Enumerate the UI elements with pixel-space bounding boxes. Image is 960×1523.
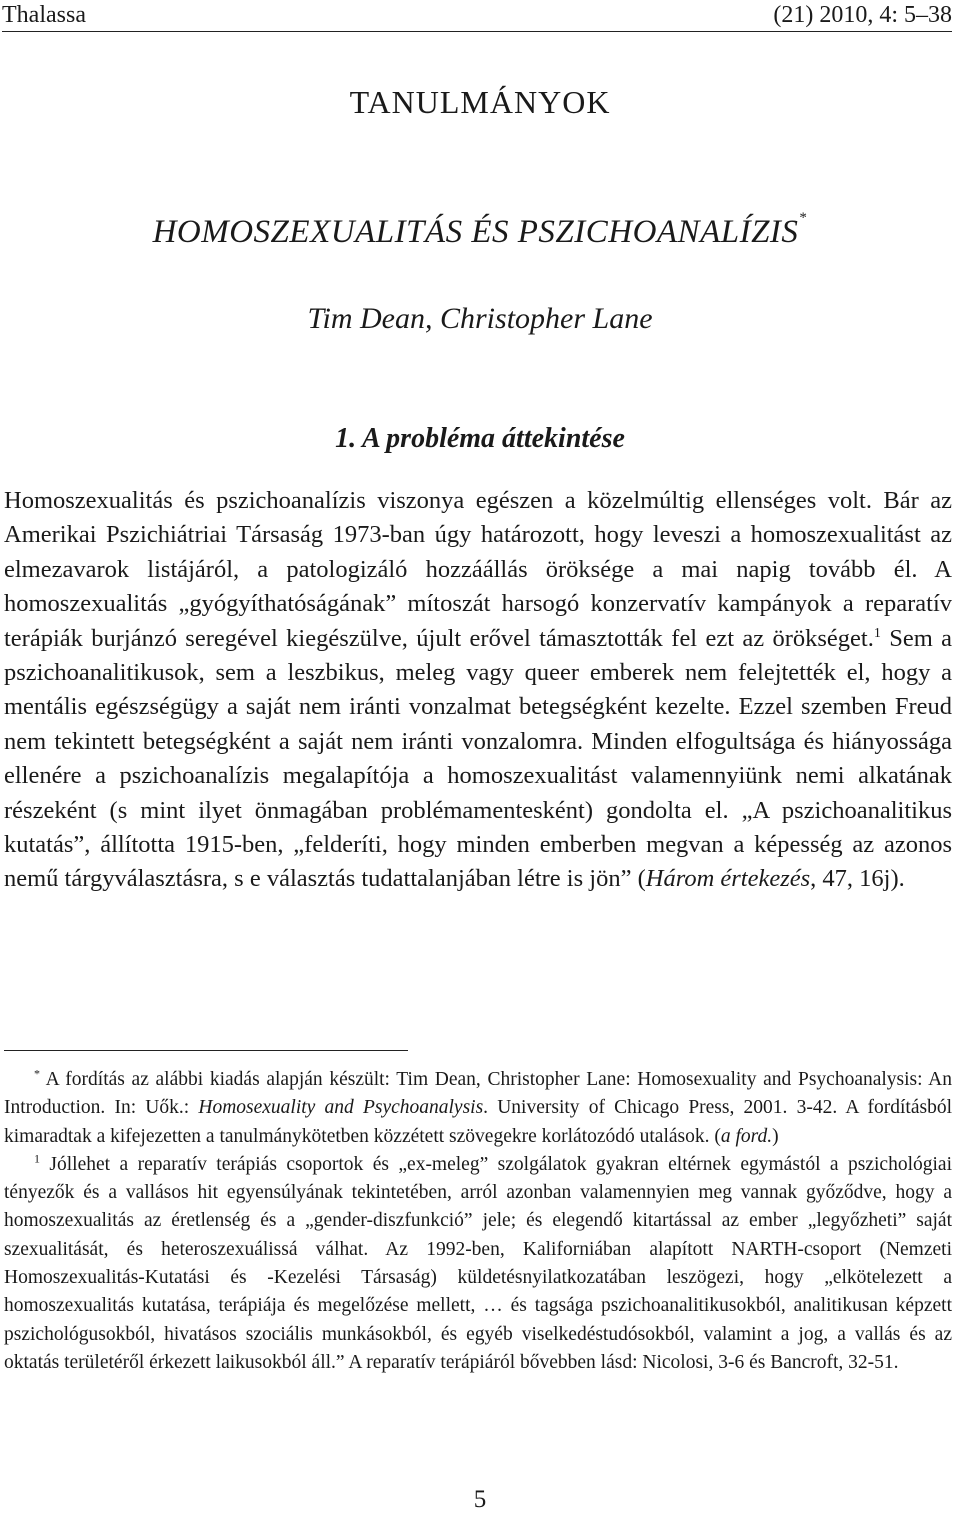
footnote-star-mark: * [34, 1066, 40, 1081]
cited-work-title: Három értekezés [645, 865, 811, 893]
footnote-star [4, 1066, 952, 1151]
footnote-divider [4, 1050, 408, 1051]
body-paragraph [4, 484, 952, 897]
section-title: TANULMÁNYOK [349, 84, 611, 120]
footnote-star-text-2: . University of Chicago Press, 2001. 3-42. A fordításból kimaradtak a kifejezetten a tanulmánykötetben közzétett szövegekre korlátozódó utalások. ( [4, 1097, 952, 1147]
article-title [0, 210, 960, 251]
body-text-part-2: Sem a pszichoanalitikusok, sem a leszbikus, meleg vagy queer emberek nem felejtették el, hogy a mentális egészségügy a saját nem iránti vonzalmat betegségként kezelte. Ezzel szemben Freud nem tekintett betegségként a saját nem iránti vonzalomra. Minden elfogultsága és hiányossága ellenére a pszichoanalízis megalapítója a homoszexualitást valamennyiünk nemi alkatának részeként (s mint ilyet önmagában problémamentesként) gondolta el. „A pszichoanalitikus kutatás”, állította 1915-ben, „felderíti, hogy minden emberben megvan a képesség az azonos nemű tárgyválasztásra, s e választás tudattalanjában létre is jön” ( [4, 624, 952, 893]
page-number: 5 [473, 1486, 487, 1513]
footnote-star-text-3: ) [772, 1125, 779, 1147]
footnote-1-text: Jóllehet a reparatív terápiás csoportok és „ex-meleg” szolgálatok gyakran eltérnek egymástól a pszichológiai tényezők és a vallásos hit egyensúlyának tekintetében, arról azonban valamennyien meg vannak győződve, hogy a homoszexualitás az éretlenség és a „gender-diszfunkció” jele; és elegendő kitartással az ember „legyőzheti” saját szexualitását, és heteroszexuálissá válhat. Az 1992-ben, Kaliforniában alapított NARTH-csoport (Nemzeti Homoszexualitás-Kutatási és -Kezelési Társaság) küldetésnyilatkozatában leszögezi, hogy „elkötelezett a homoszexualitás kutatása, terápiája és megelőzése mellett, … és tagsága pszichoanalitikusokból, analitikusan képzett pszichológusokból, hivatásos szociális munkásokból, és egyéb viselkedéstudósokból, valamint a jog, a vallás és az oktatás területéről érkezett laikusokból áll.” A reparatív terápiáról bővebben lásd: Nicolosi, 3-6 és Bancroft, 32-51. [4, 1153, 952, 1373]
article-title-text: HOMOSZEXUALITÁS ÉS PSZICHOANALÍZIS [152, 214, 799, 250]
issue-info: (21) 2010, 4: 5–38 [773, 2, 952, 28]
title-footnote-mark: * [799, 210, 808, 226]
running-header [2, 0, 952, 32]
body-text-part-1: Homoszexualitás és pszichoanalízis viszonya egészen a közelmúltig ellenséges volt. Bár az Amerikai Pszichiátriai Társaság 1973-ban úgy határozott, hogy leveszi a homoszexualitást az elmezavarok listájáról, a patologizáló hozzáállás öröksége a mai napig tovább él. A homoszexualitás „gyógyíthatóságának” mítoszát harsogó konzervatív kampányok a reparatív terápiák burjánzó seregével kiegészülve, újult erővel támasztották fel ezt az örökséget. [4, 487, 952, 652]
article-authors: Tim Dean, Christopher Lane [307, 302, 653, 335]
footnote-ref-1[interactable]: 1 [873, 625, 881, 641]
footnote-star-translator-note: a ford. [720, 1125, 773, 1147]
body-text-part-3: , 47, 16j). [810, 865, 905, 893]
footnote-star-book-title: Homosexuality and Psychoanalysis [198, 1097, 484, 1119]
journal-name: Thalassa [2, 2, 86, 28]
footnote-star-text-1: A fordítás az alábbi kiadás alapján készült: Tim Dean, Christopher Lane: Homosexuality and Psychoanalysis: An Introduction. In: Uők.: [4, 1069, 952, 1119]
footnote-1-mark: 1 [34, 1151, 40, 1166]
footnote-1 [4, 1151, 952, 1377]
subsection-heading: 1. A probléma áttekintése [335, 423, 625, 454]
footnotes [4, 1066, 952, 1377]
